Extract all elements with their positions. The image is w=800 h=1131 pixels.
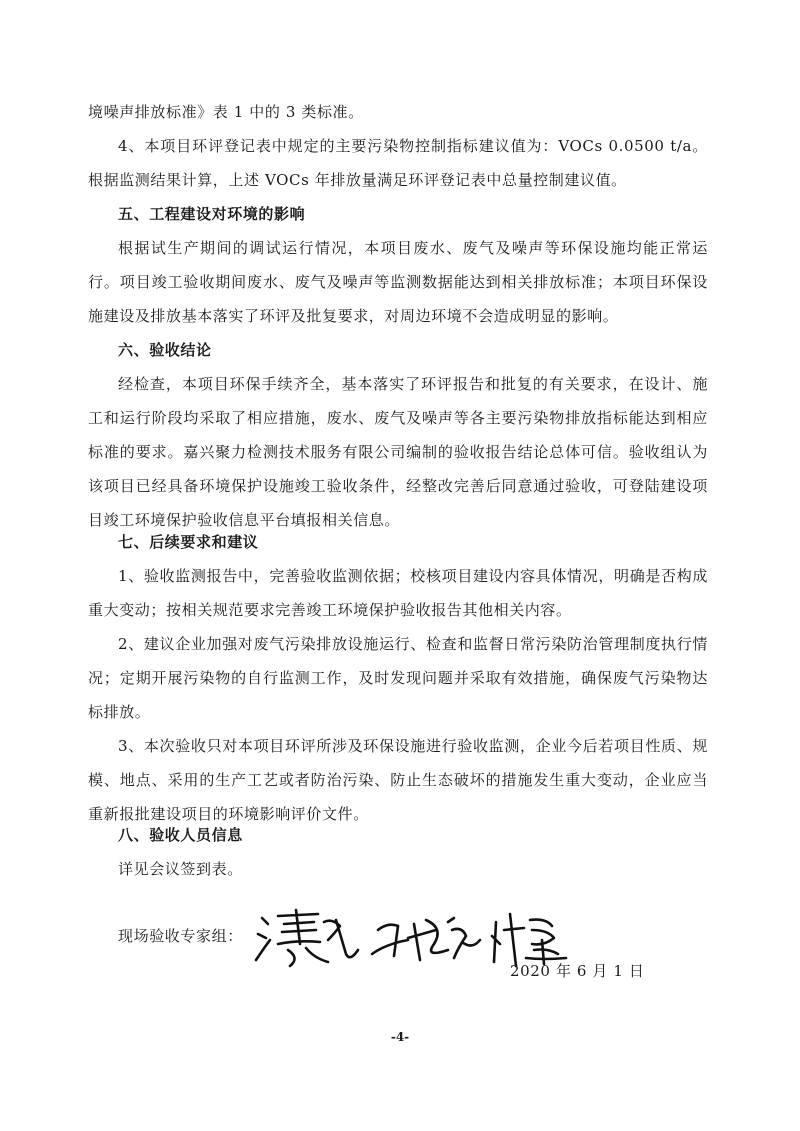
paragraph-sign-in-sheet: 详见会议签到表。 — [118, 860, 243, 878]
heading-section-8: 八、验收人员信息 — [118, 826, 243, 844]
heading-section-6: 六、验收结论 — [118, 341, 212, 359]
paragraph-noise-standard: 境噪声排放标准》表 1 中的 3 类标准。 — [88, 103, 364, 121]
heading-section-7: 七、后续要求和建议 — [118, 533, 259, 551]
paragraph-vocs-control: 4、本项目环评登记表中规定的主要污染物控制指标建议值为：VOCs 0.0500 t/a。根据监测结果计算，上述 VOCs 年排放量满足环评登记表中总量控制建议值。 — [88, 137, 708, 189]
signature-date: 2020 年 6 月 1 日 — [510, 962, 645, 980]
paragraph-requirement-3: 3、本次验收只对本项目环评所涉及环保设施进行验收监测，企业今后若项目性质、规模、地点、采用的生产工艺或者防治污染、防止生态破坏的措施发生重大变动，企业应当重新报批建设项目的环境影响评价文件。 — [88, 737, 708, 823]
heading-section-5: 五、工程建设对环境的影响 — [118, 205, 306, 223]
paragraph-requirement-1: 1、验收监测报告中，完善验收监测依据；校核项目建设内容具体情况，明确是否构成重大变动；按相关规范要求完善竣工环境保护验收报告其他相关内容。 — [88, 567, 708, 619]
paragraph-requirement-2: 2、建议企业加强对废气污染排放设施运行、检查和监督日常污染防治管理制度执行情况；定期开展污染物的自行监测工作，及时发现问题并采取有效措施，确保废气污染物达标排放。 — [88, 635, 708, 721]
paragraph-environmental-impact: 根据试生产期间的调试运行情况，本项目废水、废气及噪声等环保设施均能正常运行。项目竣工验收期间废水、废气及噪声等监测数据能达到相关排放标准；本项目环保设施建设及排放基本落实了环评及批复要求，对周边环境不会造成明显的影响。 — [88, 239, 708, 325]
page-number: -4- — [390, 1030, 410, 1044]
signature-label: 现场验收专家组： — [118, 927, 243, 945]
paragraph-acceptance-conclusion: 经检查，本项目环保手续齐全，基本落实了环评报告和批复的有关要求，在设计、施工和运行阶段均采取了相应措施，废水、废气及噪声等各主要污染物排放指标能达到相应标准的要求。嘉兴聚力检测技术服务有限公司编制的验收报告结论总体可信。验收组认为该项目已经具备环境保护设施竣工验收条件，经整改完善后同意通过验收，可登陆建设项目竣工环境保护验收信息平台填报相关信息。 — [88, 375, 708, 529]
